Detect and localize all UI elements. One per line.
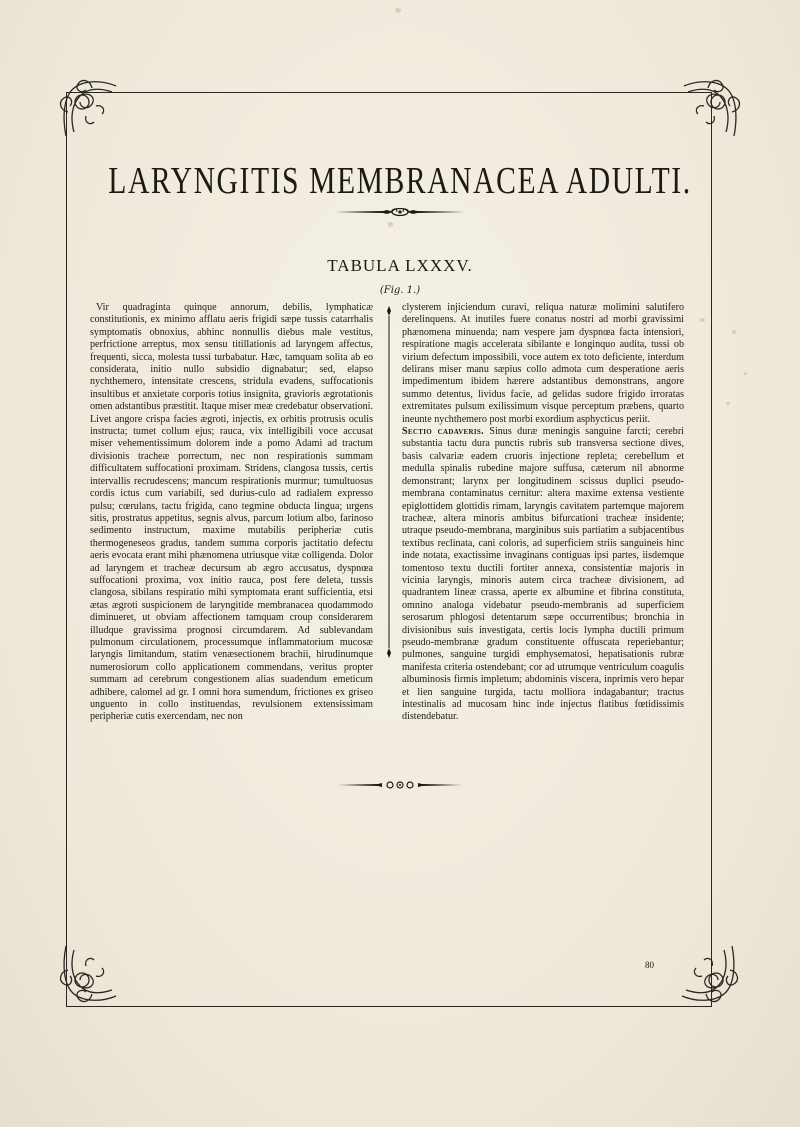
plate-number: TABULA LXXXV. (327, 256, 473, 275)
column-divider-icon (386, 306, 392, 662)
body-paragraph: Sinus duræ meningis sanguine farcti; cerebri substantia tactu dura punctis rubris sub transversa sectione dives, basis calvariæ eadem cruoris injectione repleta; cerebellum et medulla spinalis rubedine majore suffusa, cæterum nil abnorme demonstrant; larynx per longitudinem scissus duplici pseudo-membrana contaminatus cernitur: altera maxime extensa vestiente epiglottidem glottidis rimam, laryngis cavitatem partemque majorem tracheæ, altera minoris ambitus bifurcationi tracheæ insidente; utraque pseudo-membrana, marginibus suis partiatim a subjacentibus textibus reclinata, cani coloris, ad superficiem striis sanguineis hinc inde notata, exactissime invaginans contiguas ipsi partes, iisdemque tomentoso textu ductili fortiter annexa, consistentiæ majoris in vicinia laryngis, minoris autem circa tracheæ divisionem, ad quadrantem lineæ crassa, aperte ex albumine et fibrina constituta, omnino analoga videbatur pseudo-membranis ad superficiem serosarum phlogosi detentarum sæpe occurrentibus; bronchia in divisionibus suis investigata, certis locis lympha ductili primum pseudo-membranæ gradum constituente offuscata reperiebantur; pulmones, sanguine turgidi emphysematosi, hepatisationis rubræ manifesta criteria ostendebant; cor ad utrumque ventriculum coagulis albuminosis firmis impletum; abdominis viscera, inprimis vero hepar et lien sanguine turgida, tactu molliora indagabantur; tractus intestinalis ad mucosam hinc inde injectus flatibus fœtidissimis distendebatur. (402, 426, 684, 723)
text-column-right (402, 302, 684, 724)
corner-flourish-icon (56, 76, 118, 138)
paper-stain (395, 8, 401, 13)
body-paragraph: Vir quadraginta quinque annorum, debilis, lymphaticæ constitutionis, ex minimo afflatu aeris frigidi sæpe tussis catarrhalis symptomatis obnoxius, abhinc nonnullis diebus male vestitus, perfrictione arreptus, mox sensu titillationis ad laryngem affectus, frequenti, sicca, molesta tussi turbabatur. Hæc, tamquam solita ab eo considerata, initio nullo subsidio dignabatur; sed, elapso nychthemero, intensitate crescens, stridula evadens, suffocationis insultibus et anxietate corporis totius insignita, gravioris ægrotationis omen adstantibus præstitit. Itaque miser meæ credebatur observationi. Livet angore crispa facies ægroti, injectis, ex orbitis protrusis oculis instructa; tumet collum ejus; rauca, vix intelligibili voce accusat miser vehementissimum dolorem inde a pomo Adami ad tractum divisionis tracheæ porrectum, nec non respirationis summam difficultatem suffocationi proximam. Stridens, clangosa tussis, certis intervallis recrudescens; mancum respirationis murmur; tumultuosus cordis ictus cum variabili, sed durius-culo ad radialem expresso pulsu; cœrulans, tactu frigida, cano tegmine obducta lingua; urgens sitis, prostratus appetitus, segnis alvus, parcum lotium albo, farinoso sedimento instructum, maxime mutabilis peripheriæ cutis thermogeneseos gradus, tandem summa corporis jactitatio defectu aeris evocata erant mihi phænomena utriusque vitæ colligenda. Dolor ad laryngem et tracheæ decursum ab ægro accusatus, dyspnœa suffocationi proxima, vox initio rauca, post fere deleta, tussis clangosa, sibilans respiratio mihi symptomata erant sufficientia, etsi ætas ægroti suspicionem de laryngitide membranacea quodammodo diminueret, ut obviam affectionem tamquam croup considerarem illudque gravissima prognosi circumdarem. Ad sublevandam pulmonum circulationem, processumque inflammatorium mucosæ laryngis limitandum, statim venæsectionem brachii, hirudinumque numerosiorum collo applicationem commendans, veritus propter summam ad cerebrum congestionem alias suadendum emeticum adhibere, calomel ad gr. I omni hora sumendum, frictiones ex griseo unguento in collo instituendas, revulsionem extensissimam peripheriæ cutis exercendam, nec non (90, 302, 373, 723)
section-heading: Sectio cadaveris. (402, 426, 484, 438)
corner-flourish-icon (680, 944, 742, 1006)
paper-stain (732, 330, 736, 334)
page-number: 80 (645, 960, 654, 970)
text-column-left (90, 302, 373, 724)
paper-stain (744, 372, 747, 375)
body-paragraph: clysterem injiciendum curavi, reliqua naturæ molimini salutifero derelinquens. At inutiles fuere conatus nostri ad morbi gravissimi phænomena minuenda; nam vespere jam dyspnœa facta intensiori, respiratione magis accelerata sibilante e longinquo audita, tussi ob virium defectum impossibili, voce autem ex toto deficiente, interdum delirans miser manu sæpius collo admota cum desperatione aeris impedimentum ibidem hærere adstantibus demonstrans, angore summo detentus, lividus facie, ad gelidas sudore frigido irroratas extremitates pulsum exilissimum visque perceptum præbens, quarto ineunte nychthemero post morbi exordium asphycticus periit. (402, 302, 684, 425)
ornamental-rule-icon (0, 203, 800, 222)
paper-stain (726, 402, 730, 405)
figure-reference: (Fig. 1.) (379, 285, 421, 296)
corner-flourish-icon (56, 944, 118, 1006)
corner-flourish-icon (682, 76, 744, 138)
ornamental-rule-icon (0, 775, 800, 794)
page-title: LARYNGITIS MEMBRANACEA ADULTI. (108, 160, 692, 203)
